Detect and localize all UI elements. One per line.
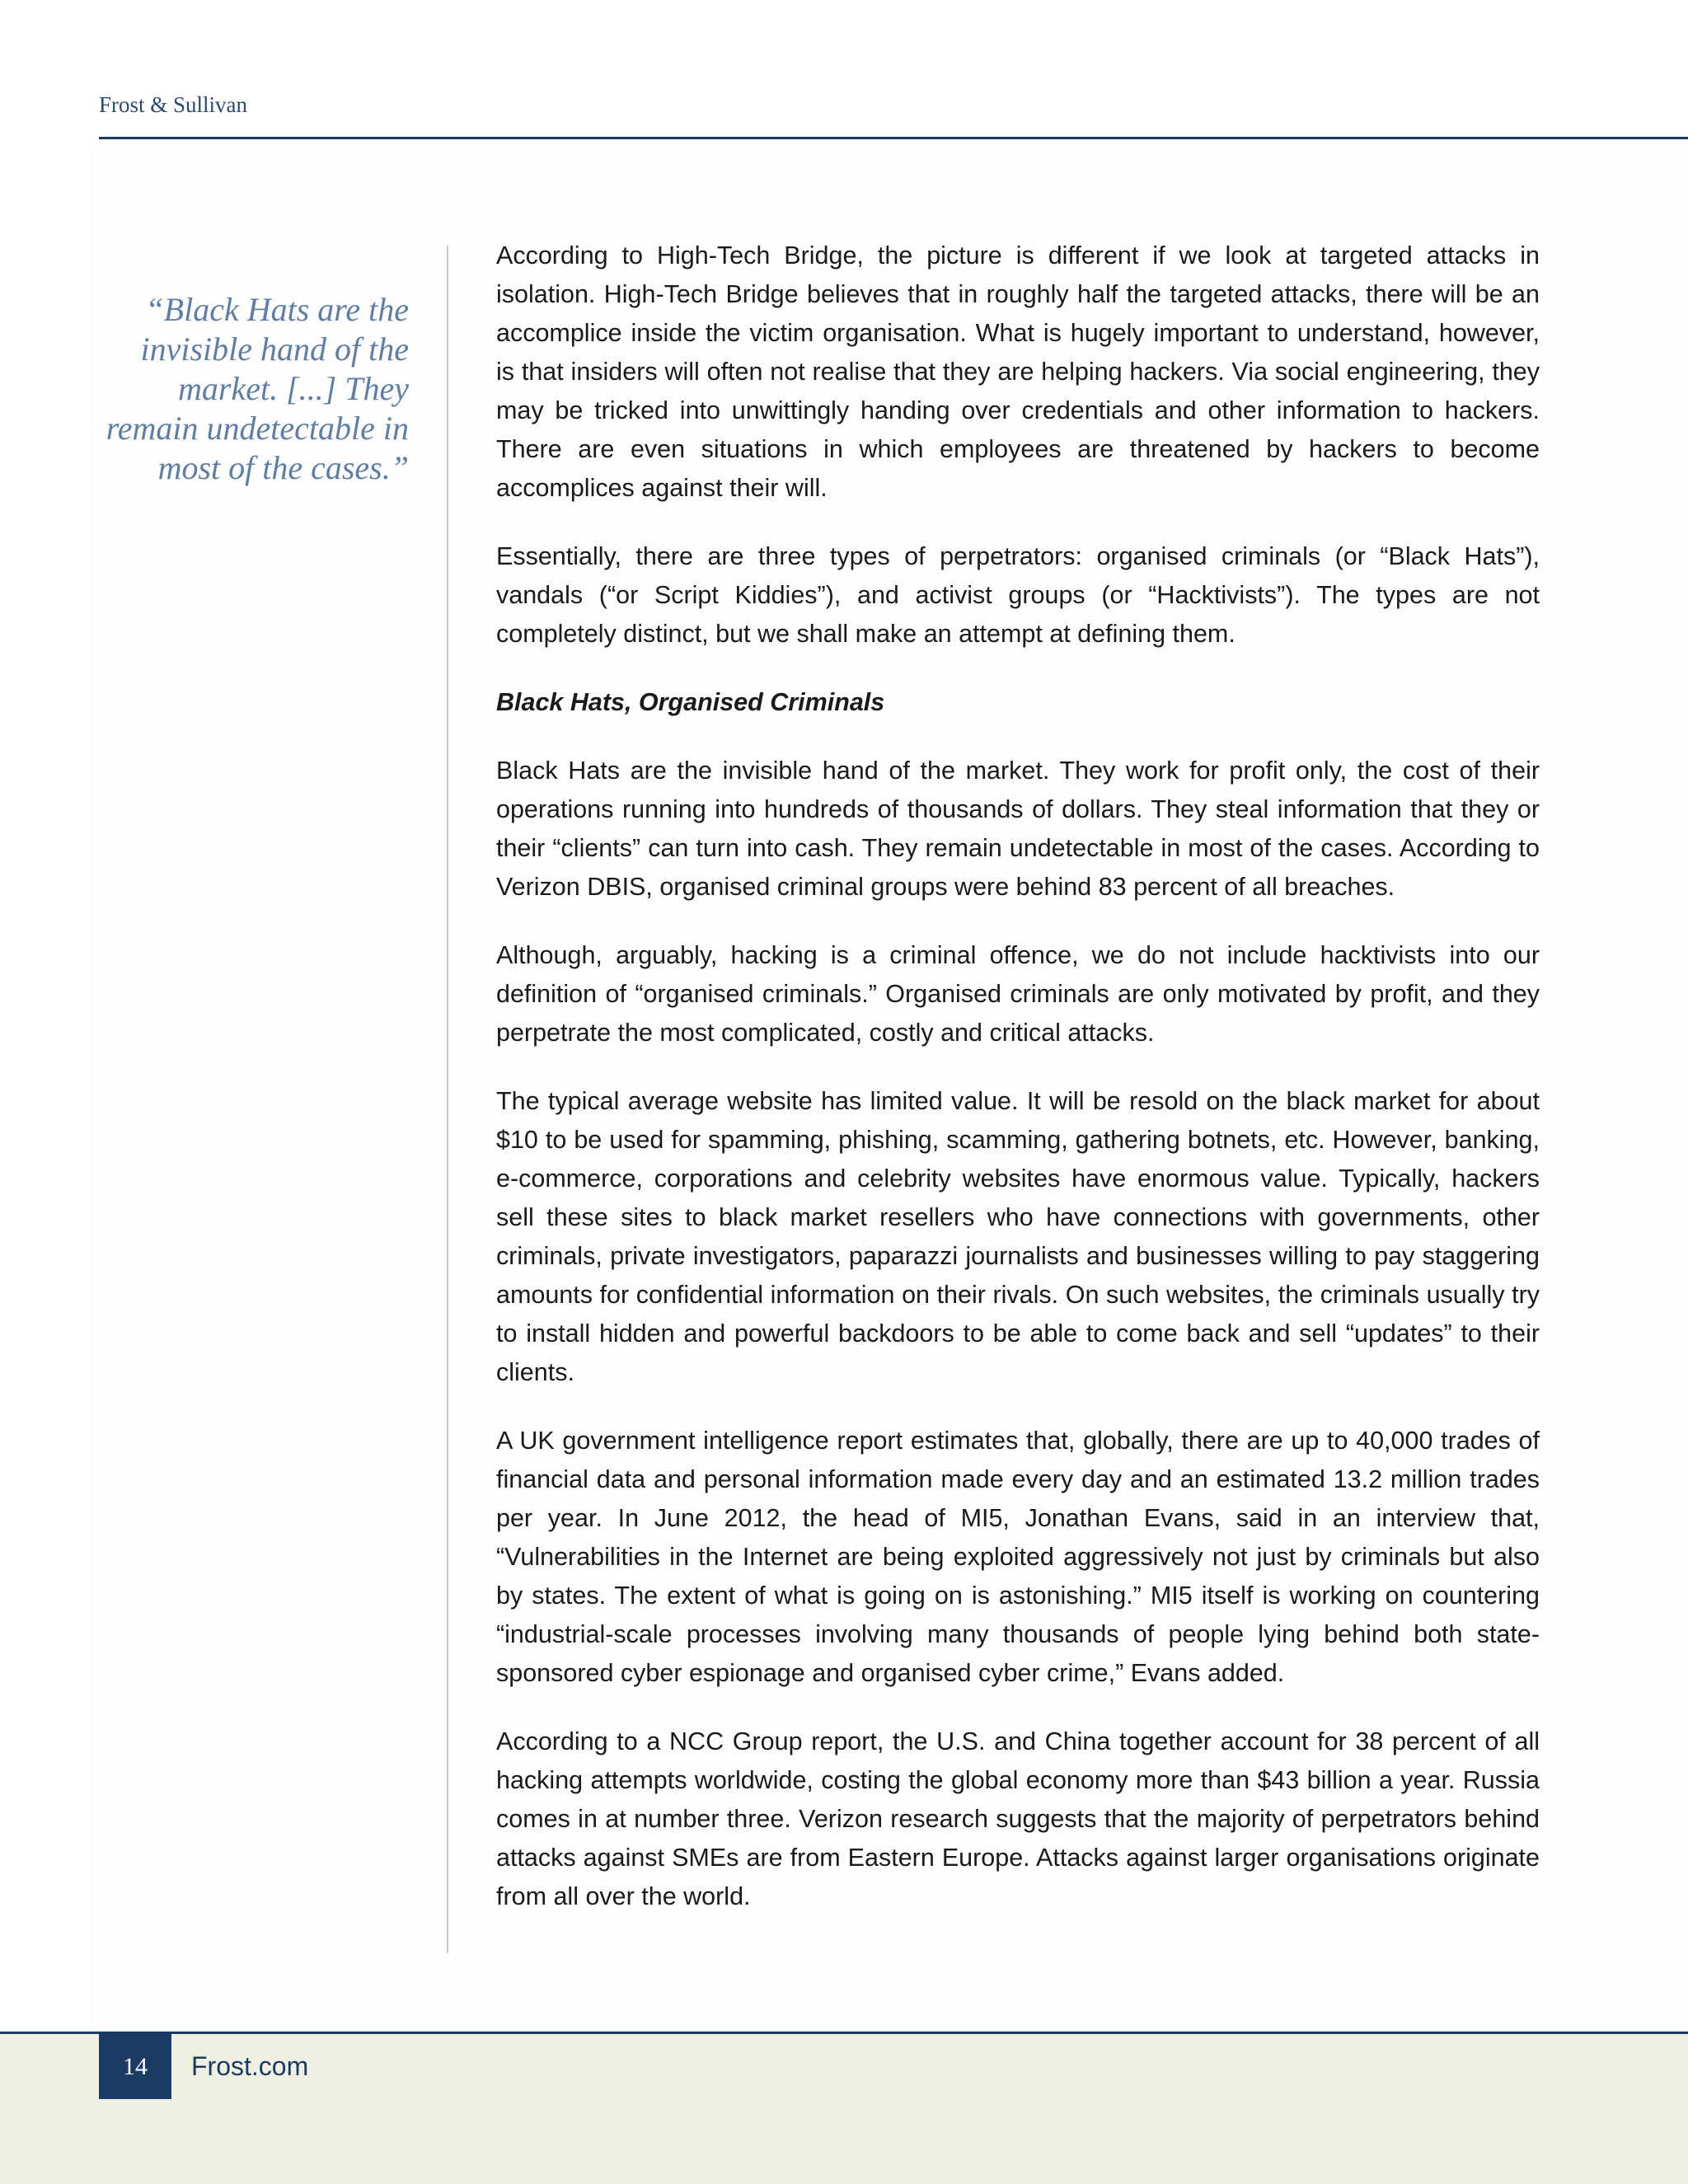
paragraph-black-hats: Black Hats are the invisible hand of the market. They work for profit only, the cost of their operations running into hundreds of thousands of dollars. They steal information that they or their “clients” can turn into cash. They remain undetectable in most of the cases. According to Verizon DBIS, organised criminal groups were behind 83 percent of all breaches. [496,757,1540,901]
column-divider [447,246,448,1953]
paragraph-targeted-attacks: According to High-Tech Bridge, the picture is different if we look at targeted attacks in isolation. High-Tech Bridge believes that in roughly half the targeted attacks, there will be an accomplice inside the victim organisation. What is hugely important to understand, however, is that insiders will often not realise that they are helping hackers. Via social engineering, they may be tricked into unwittingly handing over credentials and other information to hackers. There are even situations in which employees are threatened by hackers to become accomplices against their will. [496,241,1540,502]
page-number: 14 [99,2034,171,2099]
page-footer [0,2032,1688,2184]
page-header [0,0,1688,138]
paragraph-perpetrator-types: Essentially, there are three types of perpetrators: organised criminals (or “Black Hats”), vandals (“or Script Kiddies”), and activist groups (or “Hacktivists”). The types are not completely distinct, but we shall make an attempt at defining them. [496,542,1540,648]
brand-name: Frost & Sullivan [99,92,248,117]
paragraph-uk-report: A UK government intelligence report estimates that, globally, there are up to 40,000 trades of financial data and personal information made every day and an estimated 13.2 million trades per year. In June 2012, the head of MI5, Jonathan Evans, said in an interview that, “Vulnerabilities in the Internet are being exploited aggressively not just by criminals but also by states. The extent of what is going on is astonishing.” MI5 itself is working on countering “industrial-scale processes involving many thousands of people lying behind both state-sponsored cyber espionage and organised cyber crime,” Evans added. [496,1427,1540,1687]
paragraph-hacktivists: Although, arguably, hacking is a criminal offence, we do not include hacktivists into our definition of “organised criminals.” Organised criminals are only motivated by profit, and they perpetrate the most complicated, costly and critical attacks. [496,941,1540,1047]
section-heading: Black Hats, Organised Criminals [496,688,885,716]
footer-site-link[interactable]: Frost.com [191,2051,309,2081]
pull-quote: “Black Hats are the invisible hand of the market. [...] They remain undetectable in most of the cases.” [106,291,409,486]
article-body [496,237,1540,1946]
paragraph-website-value: The typical average website has limited value. It will be resold on the black market for about $10 to be used for spamming, phishing, scamming, gathering botnets, etc. However, banking, e-commerce, corporations and celebrity websites have enormous value. Typically, hackers sell these sites to black market resellers who have connections with governments, other criminals, private investigators, paparazzi journalists and businesses willing to pay staggering amounts for confidential information on their rivals. On such websites, the criminals usually try to install hidden and powerful backdoors to be able to come back and sell “updates” to their clients. [496,1087,1540,1386]
paragraph-ncc-report: According to a NCC Group report, the U.S. and China together account for 38 percent of all hacking attempts worldwide, costing the global economy more than $43 billion a year. Russia comes in at number three. Verizon research suggests that the majority of perpetrators behind attacks against SMEs are from Eastern Europe. Attacks against larger organisations originate from all over the world. [496,1727,1540,1910]
